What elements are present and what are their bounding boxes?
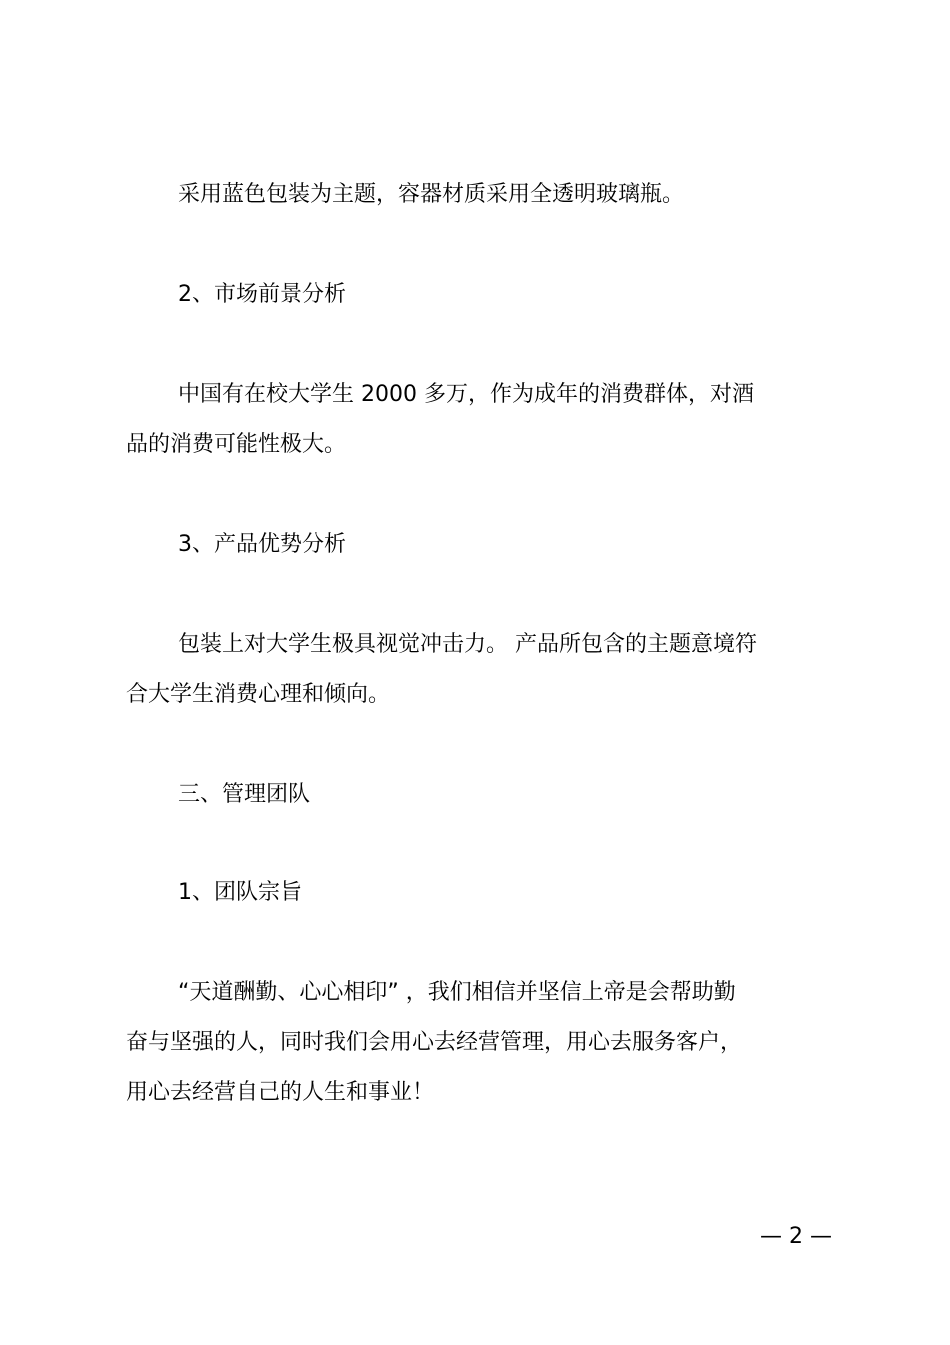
heading-team-purpose: 1、团队宗旨 (178, 880, 302, 905)
heading-market-prospect: 2、市场前景分析 (178, 282, 346, 307)
paragraph-advantage-line-2: 合大学生消费心理和倾向。 (126, 682, 391, 707)
paragraph-market-line-1: 中国有在校大学生 2000 多万，作为成年的消费群体，对酒 (178, 382, 754, 407)
paragraph-purpose-line-3: 用心去经营自己的人生和事业！ (126, 1080, 435, 1105)
paragraph-purpose-line-2: 奋与坚强的人，同时我们会用心去经营管理，用心去服务客户， (126, 1030, 743, 1055)
page-number: — 2 — (760, 1224, 832, 1249)
heading-product-advantage: 3、产品优势分析 (178, 532, 346, 557)
paragraph-purpose-line-1: “天道酬勤、心心相印” ，我们相信并坚信上帝是会帮助勤 (178, 980, 736, 1005)
heading-management-team: 三、管理团队 (178, 782, 311, 807)
paragraph-advantage-line-1: 包装上对大学生极具视觉冲击力。 产品所包含的主题意境符 (178, 632, 757, 657)
paragraph-packaging: 采用蓝色包装为主题，容器材质采用全透明玻璃瓶。 (178, 182, 685, 207)
paragraph-market-line-2: 品的消费可能性极大。 (126, 432, 347, 457)
